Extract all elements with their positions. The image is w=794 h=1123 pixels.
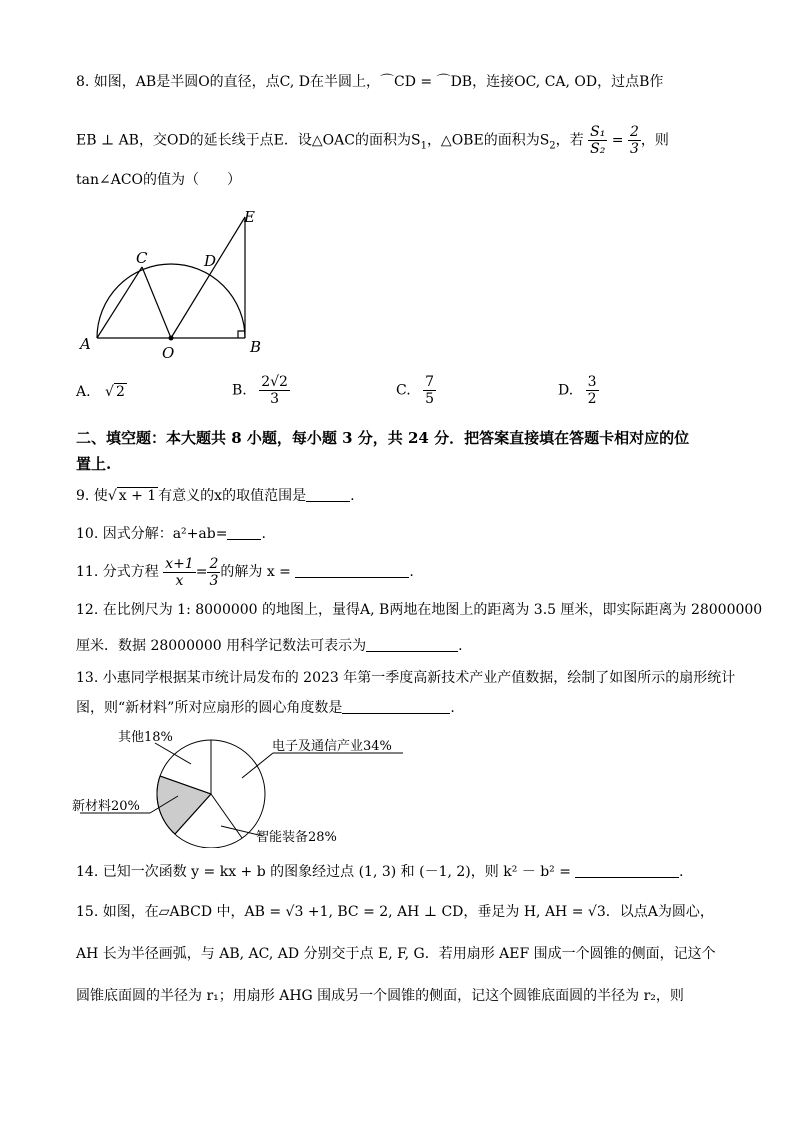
label-E: E bbox=[244, 208, 255, 226]
q11-answer-blank[interactable] bbox=[295, 563, 409, 578]
q12-line2: 厘米．数据 28000000 用科学记数法可表示为 . bbox=[76, 638, 463, 654]
q14: 14. 已知一次函数 y = kx + b 的图象经过点 (1, 3) 和 (－1, 2)，则 k² － b² = . bbox=[76, 864, 684, 880]
q15-line2: AH 长为半径画弧，与 AB, AC, AD 分别交于点 E, F, G．若用扇形 AEF 围成一个圆锥的侧面，记这个 bbox=[76, 946, 716, 962]
center-point-O bbox=[169, 336, 174, 341]
q10: 10. 因式分解：a²+ab= . bbox=[76, 526, 266, 542]
option-A[interactable]: A. √ 2 bbox=[76, 384, 125, 400]
semicircle-arc bbox=[97, 264, 245, 338]
section2-heading-line1: 二、填空题：本大题共 8 小题，每小题 3 分，共 24 分．把答案直接填在答题卡相对应的位 bbox=[76, 429, 690, 447]
segment-CO bbox=[142, 267, 171, 338]
option-B[interactable]: B. $\frac{2√2}{3}$ bbox=[232, 374, 288, 407]
q9-answer-blank[interactable] bbox=[306, 487, 350, 502]
label-B: B bbox=[250, 338, 262, 356]
q9: 9. 使√ x + 1 有意义的x的取值范围是 . bbox=[76, 488, 355, 504]
leader-electronics bbox=[242, 753, 273, 778]
ratio-value-fraction: $\frac{2}{3}$ bbox=[629, 124, 639, 157]
q12-answer-blank[interactable] bbox=[366, 637, 458, 652]
segment-AC bbox=[97, 267, 142, 338]
q11: 11. 分式方程 $\frac{x+1}{x}$ = $\frac{2}{3}$ 的解为 x = . bbox=[76, 555, 414, 589]
section2-heading-line2: 置上. bbox=[76, 455, 112, 473]
right-angle-mark bbox=[238, 331, 245, 338]
pie-chart bbox=[60, 724, 420, 848]
q8-line2: EB ⊥ AB，交OD的延长线于点E．设△OAC的面积为$S_1$，△OBE的面积为$S_2$，若 $\frac{\text{S₁}}{\text{S₂}}$ = $\frac{2}{3}$ ，则 bbox=[76, 124, 669, 157]
q15-line1: 15. 如图，在▱ABCD 中，AB = √3 +1, BC = 2, AH ⊥ CD，垂足为 H, AH = √3．以点A为圆心， bbox=[76, 904, 714, 920]
q13-line1: 13. 小惠同学根据某市统计局发布的 2023 年第一季度高新技术产业产值数据，绘制了如图所示的扇形统计 bbox=[76, 670, 736, 686]
label-O: O bbox=[162, 344, 175, 362]
q12-line1: 12. 在比例尺为 1: 8000000 的地图上，量得A, B两地在地图上的距离为 3.5 厘米，即实际距离为 28000000 bbox=[76, 602, 763, 618]
q15-line3: 圆锥底面圆的半径为 r₁；用扇形 AHG 围成另一个圆锥的侧面，记这个圆锥底面圆的半径为 r₂，则 bbox=[76, 988, 684, 1004]
option-C[interactable]: C. $\frac{7}{5}$ bbox=[396, 374, 435, 407]
semicircle-figure bbox=[70, 200, 280, 370]
label-A: A bbox=[80, 335, 91, 353]
q14-answer-blank[interactable] bbox=[575, 863, 679, 878]
label-C: C bbox=[136, 249, 148, 267]
q13-line2: 图，则“新材料”所对应扇形的圆心角度数是 . bbox=[76, 700, 455, 716]
pie-label-electronics: 电子及通信产业34% bbox=[272, 739, 392, 754]
q10-answer-blank[interactable] bbox=[227, 525, 261, 540]
pie-label-smart-equipment: 智能装备28% bbox=[256, 830, 337, 845]
q13-answer-blank[interactable] bbox=[342, 699, 450, 714]
q8-line3: tan∠ACO的值为（ ） bbox=[76, 172, 242, 188]
pie-label-new-materials: 新材料20% bbox=[72, 799, 140, 814]
option-D[interactable]: D. $\frac{3}{2}$ bbox=[558, 374, 597, 407]
pie-divider-bottom-right bbox=[211, 794, 242, 838]
label-D: D bbox=[204, 252, 217, 270]
segment-OE bbox=[171, 217, 245, 338]
pie-label-other: 其他18% bbox=[118, 730, 173, 745]
s-ratio-fraction: $\frac{\text{S₁}}{\text{S₂}}$ bbox=[590, 124, 606, 157]
q8-line1: 8. 如图，AB是半圆O的直径，点C, D在半圆上，⌒CD = ⌒DB，连接OC, CA, OD，过点B作 bbox=[76, 74, 664, 90]
